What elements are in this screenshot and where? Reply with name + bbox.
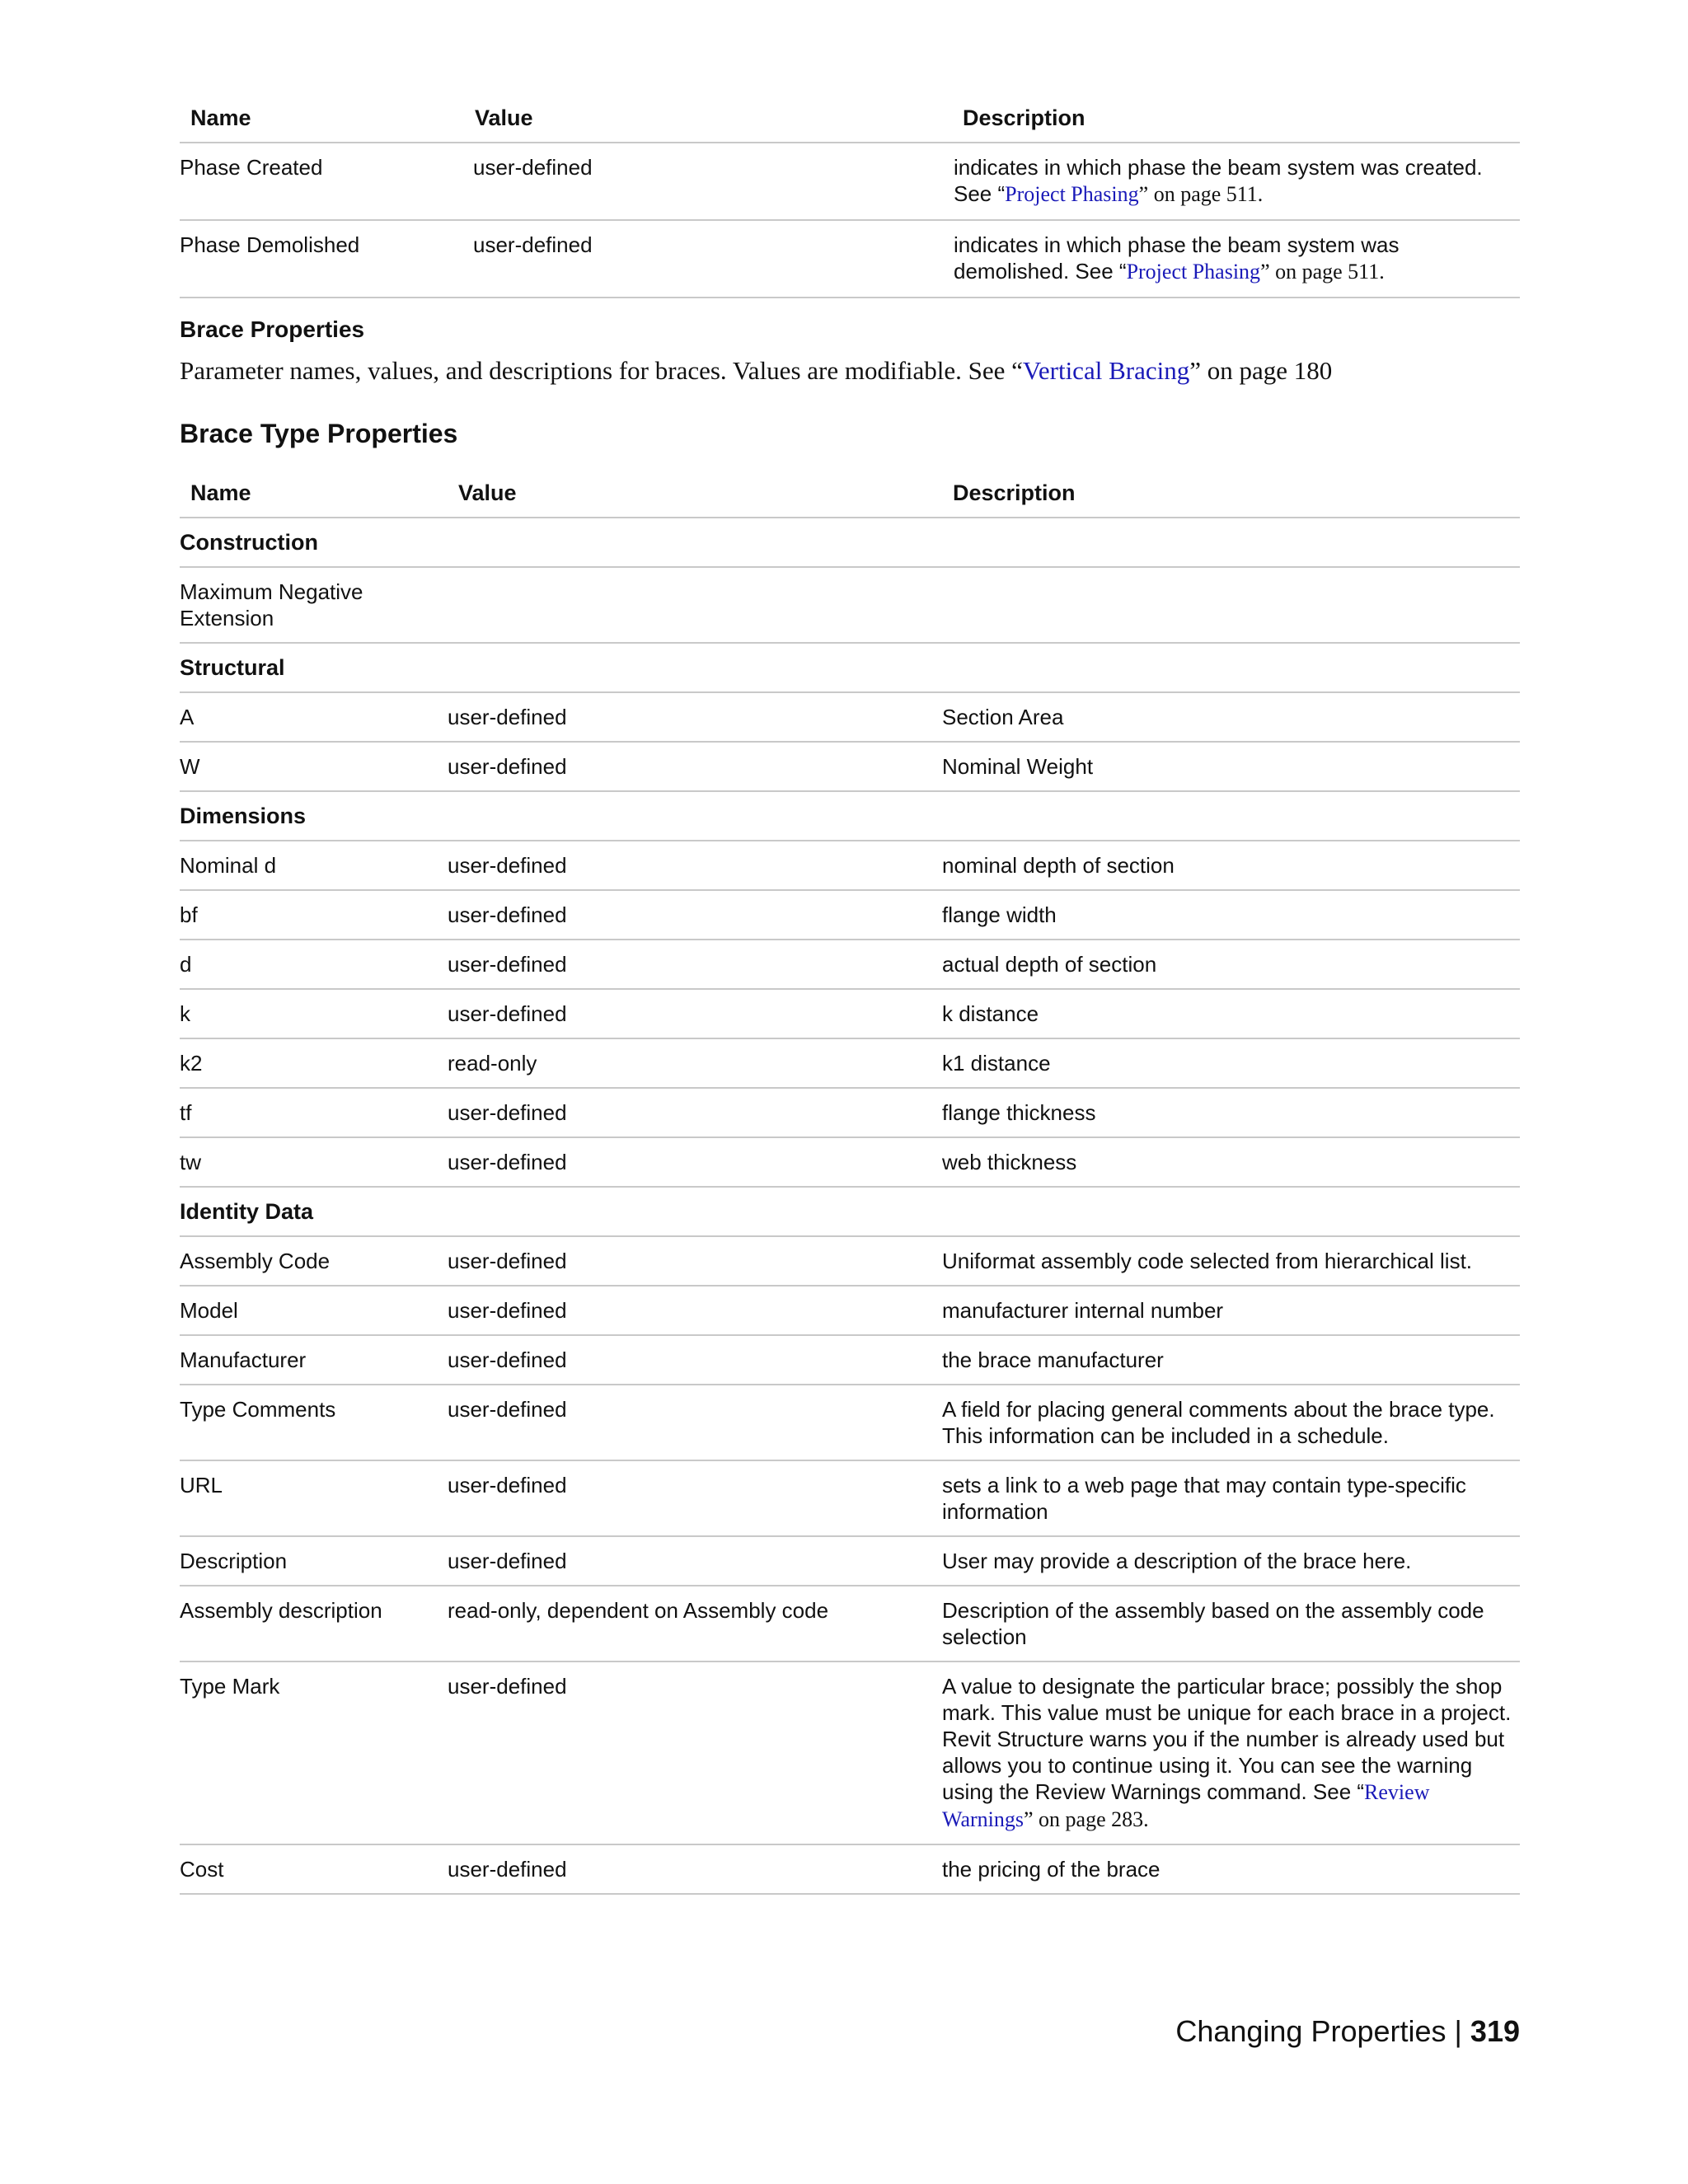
- row-value: user-defined: [448, 1536, 942, 1586]
- table-row: [180, 567, 1520, 643]
- table-row: [180, 989, 1520, 1038]
- table-row: [180, 742, 1520, 791]
- row-value: user-defined: [464, 143, 952, 220]
- row-description: Description of the assembly based on the assembly code selection: [942, 1586, 1520, 1661]
- page-reference: ” on page 283.: [1024, 1807, 1149, 1831]
- row-name: Maximum Negative Extension: [180, 567, 448, 643]
- table-header-row: [180, 467, 1520, 518]
- row-name: Assembly Code: [180, 1236, 448, 1286]
- table-row: [180, 143, 1520, 220]
- row-name: Description: [180, 1536, 448, 1586]
- row-value: user-defined: [448, 692, 942, 742]
- brace-properties-heading: Brace Properties: [180, 316, 365, 342]
- row-description: flange thickness: [942, 1088, 1520, 1137]
- table-row: [180, 1844, 1520, 1894]
- project-phasing-link[interactable]: Project Phasing: [1126, 260, 1261, 284]
- row-value: user-defined: [448, 1661, 942, 1844]
- row-name: Phase Created: [180, 143, 464, 220]
- row-description: actual depth of section: [942, 940, 1520, 989]
- row-name: A: [180, 692, 448, 742]
- row-value: user-defined: [448, 1335, 942, 1385]
- row-description: [942, 567, 1520, 643]
- description-text: A value to designate the particular brace; possibly the shop mark. This value must be unique for each brace in a project. Revit Structure warns you if the number is already used but allows you to continue using it. You can see the warning using the Review Warnings command. See “: [942, 1674, 1512, 1804]
- section-title: Construction: [180, 518, 1520, 567]
- row-name: W: [180, 742, 448, 791]
- table-row: [180, 1038, 1520, 1088]
- column-header-description: Description: [952, 91, 1520, 143]
- table-row: [180, 692, 1520, 742]
- brace-properties-intro: [180, 354, 1520, 387]
- section-title: Identity Data: [180, 1187, 1520, 1236]
- row-name: Model: [180, 1286, 448, 1335]
- table-row: [180, 1586, 1520, 1661]
- row-name: Type Comments: [180, 1385, 448, 1460]
- document-page: [180, 91, 1520, 1895]
- table-row: [180, 1661, 1520, 1844]
- row-description: Section Area: [942, 692, 1520, 742]
- table-row: [180, 1385, 1520, 1460]
- column-header-description: Description: [942, 467, 1520, 518]
- table-row: [180, 890, 1520, 940]
- row-name: Phase Demolished: [180, 220, 464, 298]
- row-value: user-defined: [448, 890, 942, 940]
- section-row-construction: [180, 518, 1520, 567]
- column-header-value: Value: [448, 467, 942, 518]
- footer-separator: |: [1454, 2014, 1462, 2048]
- row-description: User may provide a description of the brace here.: [942, 1536, 1520, 1586]
- row-description: the brace manufacturer: [942, 1335, 1520, 1385]
- footer-section-title: Changing Properties: [1175, 2014, 1447, 2048]
- row-name: Assembly description: [180, 1586, 448, 1661]
- row-description: [942, 1661, 1520, 1844]
- row-name: Manufacturer: [180, 1335, 448, 1385]
- row-name: Cost: [180, 1844, 448, 1894]
- row-value: user-defined: [448, 989, 942, 1038]
- section-title: Structural: [180, 643, 1520, 692]
- table-row: [180, 1286, 1520, 1335]
- row-value: user-defined: [448, 1236, 942, 1286]
- row-description: sets a link to a web page that may contain type-specific information: [942, 1460, 1520, 1536]
- row-name: k2: [180, 1038, 448, 1088]
- brace-type-properties-table: [180, 467, 1520, 1895]
- row-value: read-only, dependent on Assembly code: [448, 1586, 942, 1661]
- row-description: k1 distance: [942, 1038, 1520, 1088]
- table-row: [180, 940, 1520, 989]
- row-value: user-defined: [448, 1137, 942, 1187]
- row-description: the pricing of the brace: [942, 1844, 1520, 1894]
- row-description: flange width: [942, 890, 1520, 940]
- row-value: user-defined: [448, 1385, 942, 1460]
- page-reference: ” on page 511.: [1260, 260, 1385, 284]
- row-name: tw: [180, 1137, 448, 1187]
- row-name: tf: [180, 1088, 448, 1137]
- row-description: Uniformat assembly code selected from hierarchical list.: [942, 1236, 1520, 1286]
- description-text: indicates in which phase the beam system was created. See “: [954, 155, 1483, 206]
- row-description: [952, 143, 1520, 220]
- table-row: [180, 1460, 1520, 1536]
- row-value: user-defined: [448, 1844, 942, 1894]
- section-row-dimensions: [180, 791, 1520, 841]
- page-reference: ” on page 511.: [1138, 182, 1264, 206]
- row-value: user-defined: [448, 1460, 942, 1536]
- row-description: manufacturer internal number: [942, 1286, 1520, 1335]
- row-name: URL: [180, 1460, 448, 1536]
- table-header-row: [180, 91, 1520, 143]
- project-phasing-link[interactable]: Project Phasing: [1005, 182, 1139, 206]
- row-name: Type Mark: [180, 1661, 448, 1844]
- table-row: [180, 1335, 1520, 1385]
- table-row: [180, 1536, 1520, 1586]
- table-row: [180, 220, 1520, 298]
- row-value: [448, 567, 942, 643]
- row-name: Nominal d: [180, 841, 448, 890]
- row-value: user-defined: [448, 742, 942, 791]
- row-name: k: [180, 989, 448, 1038]
- column-header-name: Name: [180, 91, 464, 143]
- row-value: user-defined: [464, 220, 952, 298]
- phase-properties-table: [180, 91, 1520, 298]
- row-name: bf: [180, 890, 448, 940]
- table-row: [180, 841, 1520, 890]
- intro-page-reference: ” on page 180: [1189, 356, 1333, 385]
- page-number: 319: [1470, 2014, 1520, 2048]
- brace-type-properties-heading: Brace Type Properties: [180, 419, 458, 448]
- row-value: read-only: [448, 1038, 942, 1088]
- row-name: d: [180, 940, 448, 989]
- table-row: [180, 1236, 1520, 1286]
- intro-text: Parameter names, values, and descriptions for braces. Values are modifiable. See “: [180, 356, 1023, 385]
- row-description: web thickness: [942, 1137, 1520, 1187]
- table-row: [180, 1088, 1520, 1137]
- row-description: k distance: [942, 989, 1520, 1038]
- row-description: A field for placing general comments about the brace type. This information can be included in a schedule.: [942, 1385, 1520, 1460]
- section-row-structural: [180, 643, 1520, 692]
- row-description: nominal depth of section: [942, 841, 1520, 890]
- section-title: Dimensions: [180, 791, 1520, 841]
- column-header-name: Name: [180, 467, 448, 518]
- page-footer: [1175, 2014, 1520, 2049]
- vertical-bracing-link[interactable]: Vertical Bracing: [1022, 356, 1190, 385]
- column-header-value: Value: [464, 91, 952, 143]
- row-value: user-defined: [448, 1088, 942, 1137]
- row-description: [952, 220, 1520, 298]
- row-value: user-defined: [448, 841, 942, 890]
- review-warnings-link[interactable]: Review Warnings: [942, 1780, 1430, 1831]
- row-description: Nominal Weight: [942, 742, 1520, 791]
- description-text: indicates in which phase the beam system was demolished. See “: [954, 232, 1400, 284]
- section-row-identity-data: [180, 1187, 1520, 1236]
- row-value: user-defined: [448, 940, 942, 989]
- table-row: [180, 1137, 1520, 1187]
- row-value: user-defined: [448, 1286, 942, 1335]
